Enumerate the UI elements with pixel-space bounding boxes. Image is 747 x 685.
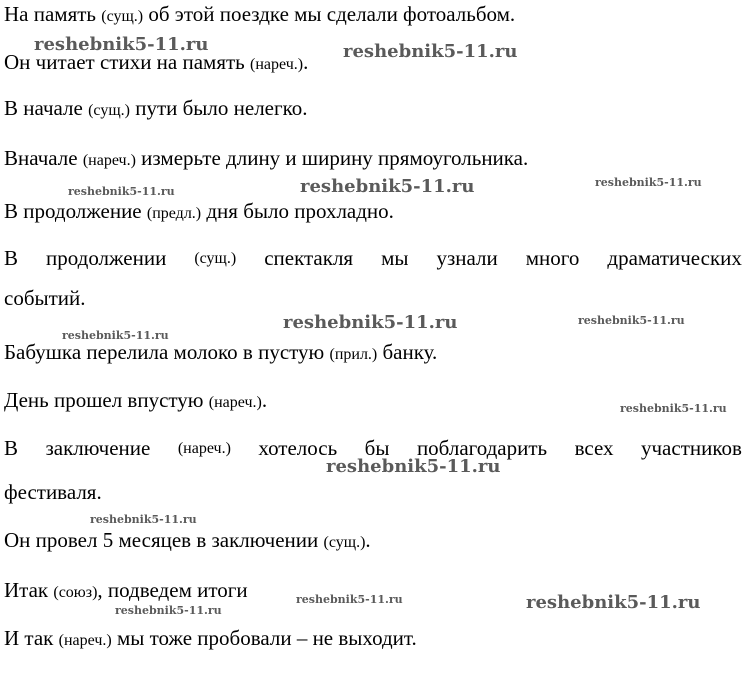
sentence-12 [4,628,417,649]
sentence-3 [4,98,308,119]
sentence-text: Итак [4,578,49,602]
sentence-4 [4,148,528,169]
watermark: reshebnik5-11.ru [343,41,518,62]
word: всех [574,436,614,460]
part-of-speech-tag: (сущ.) [88,102,130,119]
sentence-10 [4,530,371,551]
sentence-text: Он провел 5 месяцев в заключении [4,528,319,552]
sentence-text: мы тоже пробовали – не выходит. [116,626,417,650]
sentence-text: В продолжение [4,199,142,223]
sentence-text: В начале [4,96,83,120]
watermark: reshebnik5-11.ru [283,312,458,333]
watermark: reshebnik5-11.ru [620,402,727,415]
word: бы [364,436,390,460]
sentence-text: Бабушка перелила молоко в пустую [4,340,325,364]
sentence-text: На память [4,2,96,26]
sentence-6-line-1 [4,248,742,269]
sentence-text: измерьте длину и ширину прямоугольника. [141,146,529,170]
watermark: reshebnik5-11.ru [62,329,169,342]
part-of-speech-tag: (прил.) [329,346,378,363]
watermark: reshebnik5-11.ru [300,176,475,197]
word: В [4,436,19,460]
part-of-speech-tag: (нареч.) [58,632,112,649]
watermark: reshebnik5-11.ru [90,513,197,526]
part-of-speech-tag: (союз) [53,584,98,601]
sentence-text: Вначале [4,146,78,170]
word: много [525,246,580,270]
sentence-text: дня было прохладно. [206,199,394,223]
watermark: reshebnik5-11.ru [578,314,685,327]
part-of-speech-tag: (нареч.) [82,152,136,169]
part-of-speech-tag: (нареч.) [208,394,262,411]
word: участников [640,436,742,460]
sentence-text: . [365,528,371,552]
word: хотелось [258,436,338,460]
watermark: reshebnik5-11.ru [68,185,175,198]
watermark: reshebnik5-11.ru [34,34,209,55]
sentence-text: . [303,50,309,74]
sentence-text: событий. [4,286,86,310]
sentence-5 [4,201,394,222]
word: заключение [45,436,151,460]
word: драматических [607,246,742,270]
sentence-text: пути было нелегко. [135,96,308,120]
sentence-text: об этой поездке мы сделали фотоальбом. [148,2,516,26]
sentence-text: . [261,388,268,412]
sentence-1 [4,4,515,25]
part-of-speech-tag: (нареч.) [177,439,231,457]
sentence-2 [4,52,308,73]
sentence-text: День прошел впустую [4,388,204,412]
part-of-speech-tag: (сущ.) [101,8,144,25]
part-of-speech-tag: (предл.) [146,205,202,222]
sentence-6-line-2 [4,288,86,309]
watermark: reshebnik5-11.ru [526,592,701,613]
watermark: reshebnik5-11.ru [595,176,702,189]
part-of-speech-tag: (сущ.) [323,534,366,551]
sentence-text: банку. [382,340,438,364]
word: спектакля [264,246,354,270]
watermark: reshebnik5-11.ru [296,593,403,606]
sentence-8 [4,390,267,411]
word: В [4,246,19,270]
sentence-9-line-2 [4,482,102,503]
sentence-11 [4,580,248,601]
part-of-speech-tag: (сущ.) [194,249,237,267]
word: узнали [436,246,498,270]
sentence-text: Он читает стихи на память [4,50,245,74]
sentence-text: , подведем итоги [97,578,248,602]
word: мы [381,246,409,270]
sentence-text: фестиваля. [4,480,102,504]
word: продолжении [46,246,167,270]
part-of-speech-tag: (нареч.) [250,56,304,73]
sentence-text: И так [4,626,54,650]
watermark: reshebnik5-11.ru [115,604,222,617]
word: поблагодарить [416,436,548,460]
watermark: reshebnik5-11.ru [326,456,501,477]
sentence-7 [4,342,437,363]
